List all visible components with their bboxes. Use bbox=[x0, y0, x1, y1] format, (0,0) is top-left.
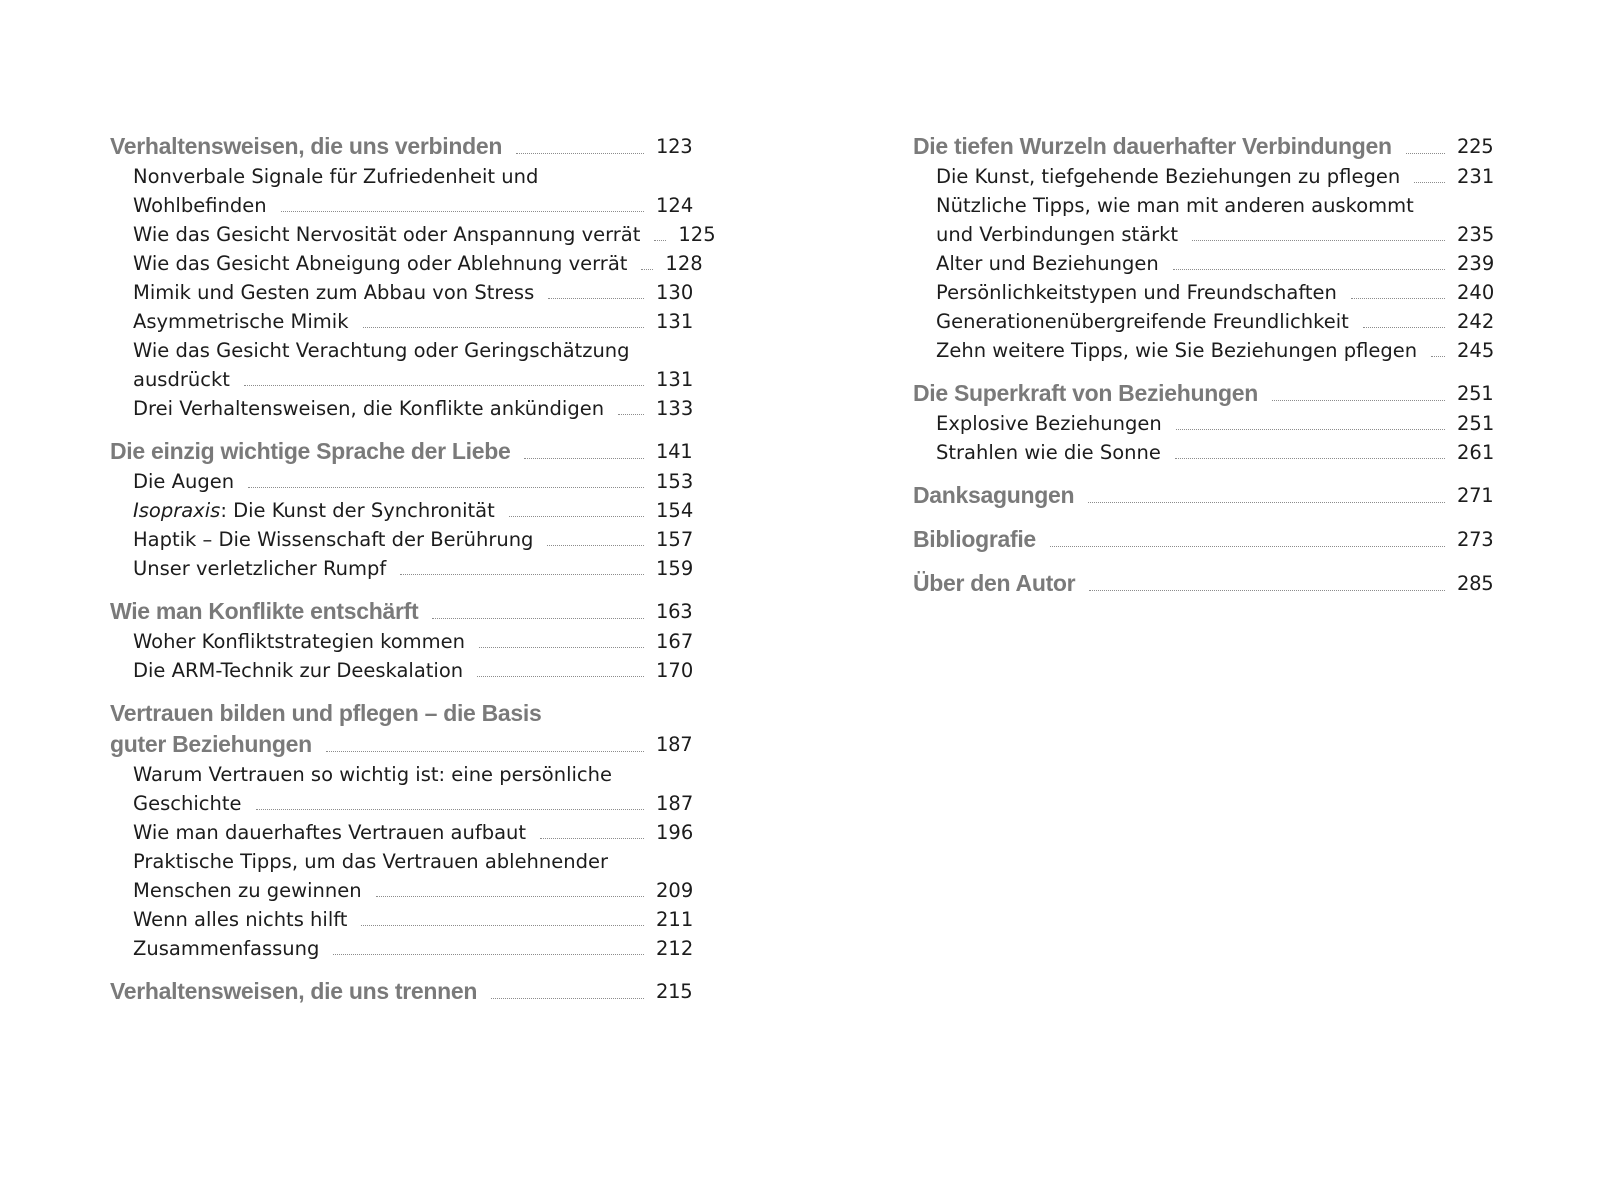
chapter-title-line bbox=[110, 131, 692, 162]
entry-title-text: : Die Kunst der Synchronität bbox=[220, 499, 495, 522]
entry-title bbox=[133, 220, 640, 249]
entry-title bbox=[133, 394, 604, 423]
chapter-title: Die Superkraft von Beziehungen bbox=[913, 380, 1259, 406]
dot-leader bbox=[432, 618, 644, 619]
page-number: 170 bbox=[656, 659, 694, 682]
entry-title bbox=[133, 525, 533, 554]
chapter-title-line bbox=[110, 436, 692, 467]
entry-title bbox=[133, 307, 349, 336]
chapter-title: Verhaltensweisen, die uns verbinden bbox=[110, 133, 503, 159]
toc-right-column bbox=[913, 131, 1493, 612]
entry-title-text: Strahlen wie die Sonne bbox=[936, 441, 1161, 464]
chapter-title-line bbox=[110, 596, 692, 627]
toc-entry[interactable] bbox=[110, 496, 692, 525]
page-number: 123 bbox=[656, 135, 693, 158]
page-number: 187 bbox=[656, 792, 694, 815]
toc-entry[interactable] bbox=[913, 162, 1493, 191]
dot-leader bbox=[281, 211, 644, 212]
entry-title bbox=[936, 220, 1178, 249]
entry-title bbox=[936, 336, 1417, 365]
entry-line bbox=[110, 760, 692, 789]
chapter-heading[interactable] bbox=[913, 131, 1493, 162]
dot-leader bbox=[1351, 298, 1445, 299]
page-number: 187 bbox=[656, 733, 693, 756]
entry-title bbox=[936, 307, 1349, 336]
entry-title bbox=[133, 191, 267, 220]
page-number: 153 bbox=[656, 470, 694, 493]
entry-line bbox=[110, 496, 692, 525]
page-number: 124 bbox=[656, 194, 694, 217]
entry-line bbox=[110, 847, 692, 876]
dot-leader bbox=[1175, 458, 1445, 459]
page-number: 125 bbox=[678, 223, 716, 246]
page-number: 245 bbox=[1457, 339, 1495, 362]
entry-title-text: Wie man dauerhaftes Vertrauen aufbaut bbox=[133, 821, 527, 844]
entry-line bbox=[913, 278, 1493, 307]
entry-line bbox=[110, 934, 692, 963]
toc-entry[interactable] bbox=[913, 409, 1493, 438]
entry-line bbox=[110, 278, 692, 307]
toc-chapter bbox=[110, 976, 692, 1007]
entry-line bbox=[913, 162, 1493, 191]
entry-line bbox=[913, 336, 1493, 365]
page-number: 273 bbox=[1457, 528, 1494, 551]
chapter-title-line bbox=[110, 729, 692, 760]
entry-title bbox=[133, 365, 230, 394]
dot-leader bbox=[479, 647, 644, 648]
toc-entry[interactable] bbox=[110, 847, 692, 905]
entry-title-text: Die Kunst, tiefgehende Beziehungen zu pflegen bbox=[936, 165, 1401, 188]
page-number: 215 bbox=[656, 980, 693, 1003]
entry-title bbox=[936, 409, 1162, 438]
dot-leader bbox=[516, 153, 644, 154]
dot-leader bbox=[326, 751, 644, 752]
chapter-title: Danksagungen bbox=[913, 482, 1075, 508]
chapter-title-line bbox=[913, 480, 1493, 511]
entry-title-text: Die ARM-Technik zur Deeskalation bbox=[133, 659, 464, 682]
entry-title-text: Geschichte bbox=[133, 792, 242, 815]
dot-leader bbox=[376, 896, 644, 897]
page-number: 167 bbox=[656, 630, 694, 653]
page-number: 196 bbox=[656, 821, 694, 844]
entry-title-italic: Isopraxis bbox=[133, 499, 221, 522]
page-number: 157 bbox=[656, 528, 694, 551]
dot-leader bbox=[477, 676, 644, 677]
page-number: 240 bbox=[1457, 281, 1495, 304]
page-number: 231 bbox=[1457, 165, 1495, 188]
entry-title-text: Alter und Beziehungen bbox=[936, 252, 1159, 275]
dot-leader bbox=[654, 240, 666, 241]
chapter-heading[interactable] bbox=[913, 378, 1493, 409]
page-number: 212 bbox=[656, 937, 694, 960]
dot-leader bbox=[363, 327, 645, 328]
entry-title bbox=[133, 789, 242, 818]
toc-entry[interactable] bbox=[110, 934, 692, 963]
entry-line bbox=[110, 627, 692, 656]
dot-leader bbox=[1272, 400, 1445, 401]
entry-title bbox=[133, 467, 234, 496]
dot-leader bbox=[618, 414, 644, 415]
entry-title-text: Wie das Gesicht Abneigung oder Ablehnung verrät bbox=[133, 252, 628, 275]
page-number: 225 bbox=[1457, 135, 1494, 158]
toc-entry[interactable] bbox=[110, 818, 692, 847]
toc-chapter bbox=[913, 524, 1493, 555]
toc-entry[interactable] bbox=[110, 525, 692, 554]
entry-line bbox=[110, 876, 692, 905]
page-number: 235 bbox=[1457, 223, 1495, 246]
page-number: 211 bbox=[656, 908, 694, 931]
page-number: 130 bbox=[656, 281, 694, 304]
page-number: 239 bbox=[1457, 252, 1495, 275]
toc-chapter bbox=[110, 131, 716, 423]
entry-title-part: Nonverbale Signale für Zufriedenheit und bbox=[133, 165, 539, 188]
page-number: 251 bbox=[1457, 412, 1495, 435]
entry-title-text: Wenn alles nichts hilft bbox=[133, 908, 348, 931]
page-number: 141 bbox=[656, 440, 693, 463]
toc-entry[interactable] bbox=[110, 905, 692, 934]
chapter-title-line bbox=[913, 524, 1493, 555]
entry-title-text: Menschen zu gewinnen bbox=[133, 879, 362, 902]
entry-title bbox=[133, 627, 465, 656]
dot-leader bbox=[1363, 327, 1445, 328]
chapter-title: Die tiefen Wurzeln dauerhafter Verbindungen bbox=[913, 133, 1392, 159]
entry-title-text: Haptik – Die Wissenschaft der Berührung bbox=[133, 528, 534, 551]
chapter-heading[interactable] bbox=[110, 976, 692, 1007]
chapter-heading[interactable] bbox=[913, 568, 1493, 599]
entry-line bbox=[110, 467, 692, 496]
entry-title bbox=[936, 278, 1337, 307]
toc-entry[interactable] bbox=[913, 438, 1493, 467]
dot-leader bbox=[1192, 240, 1445, 241]
chapter-title: guter Beziehungen bbox=[110, 731, 312, 757]
chapter-title-line bbox=[913, 568, 1493, 599]
entry-line bbox=[110, 365, 692, 394]
page-number: 133 bbox=[656, 397, 694, 420]
dot-leader bbox=[524, 458, 644, 459]
entry-line bbox=[110, 307, 692, 336]
page-number: 163 bbox=[656, 600, 693, 623]
dot-leader bbox=[400, 574, 644, 575]
chapter-heading[interactable] bbox=[913, 524, 1493, 555]
dot-leader bbox=[244, 385, 644, 386]
dot-leader bbox=[1173, 269, 1445, 270]
toc-entry[interactable] bbox=[110, 336, 692, 394]
entry-line bbox=[913, 220, 1493, 249]
entry-line bbox=[913, 307, 1493, 336]
page-number: 285 bbox=[1457, 572, 1494, 595]
page-number: 154 bbox=[656, 499, 694, 522]
toc-entry[interactable] bbox=[110, 627, 692, 656]
page-number: 159 bbox=[656, 557, 694, 580]
entry-title-text: Unser verletzlicher Rumpf bbox=[133, 557, 387, 580]
entry-title-part: Nützliche Tipps, wie man mit anderen auskommt bbox=[936, 194, 1414, 217]
page-number: 242 bbox=[1457, 310, 1495, 333]
toc-chapter bbox=[913, 568, 1493, 599]
chapter-heading[interactable] bbox=[110, 596, 692, 627]
toc-chapter bbox=[110, 436, 692, 583]
entry-title bbox=[133, 905, 347, 934]
entry-line bbox=[110, 554, 692, 583]
dot-leader bbox=[1088, 502, 1445, 503]
chapter-heading[interactable] bbox=[110, 436, 692, 467]
entry-line bbox=[110, 336, 692, 365]
dot-leader bbox=[540, 838, 644, 839]
chapter-heading[interactable] bbox=[913, 480, 1493, 511]
entry-title-text: Die Augen bbox=[133, 470, 235, 493]
dot-leader bbox=[491, 998, 644, 999]
entry-title-text: Persönlichkeitstypen und Freundschaften bbox=[936, 281, 1337, 304]
toc-entry[interactable] bbox=[913, 278, 1493, 307]
entry-title bbox=[133, 278, 534, 307]
chapter-heading[interactable] bbox=[110, 131, 692, 162]
chapter-title: Die einzig wichtige Sprache der Liebe bbox=[110, 438, 511, 464]
entry-title-text: Drei Verhaltensweisen, die Konflikte ankündigen bbox=[133, 397, 605, 420]
entry-title bbox=[133, 934, 319, 963]
entry-line bbox=[110, 394, 692, 423]
toc-entry[interactable] bbox=[913, 307, 1493, 336]
toc-entry[interactable] bbox=[110, 554, 692, 583]
page-number: 128 bbox=[665, 252, 703, 275]
dot-leader bbox=[333, 954, 644, 955]
entry-line bbox=[110, 249, 703, 278]
toc-entry[interactable] bbox=[110, 307, 692, 336]
entry-title-text: Woher Konfliktstrategien kommen bbox=[133, 630, 466, 653]
toc-entry[interactable] bbox=[913, 249, 1493, 278]
dot-leader bbox=[547, 545, 644, 546]
dot-leader bbox=[361, 925, 644, 926]
entry-title-text: Wie das Gesicht Nervosität oder Anspannung verrät bbox=[133, 223, 641, 246]
dot-leader bbox=[548, 298, 644, 299]
chapter-title: Bibliografie bbox=[913, 526, 1036, 552]
page-number: 131 bbox=[656, 310, 694, 333]
entry-title bbox=[936, 162, 1400, 191]
entry-line bbox=[913, 438, 1493, 467]
dot-leader bbox=[248, 487, 644, 488]
toc-chapter bbox=[913, 378, 1493, 467]
dot-leader bbox=[1414, 182, 1445, 183]
toc-left-column bbox=[110, 131, 716, 1020]
toc-entry[interactable] bbox=[110, 760, 692, 818]
entry-line bbox=[110, 818, 692, 847]
chapter-title: Wie man Konflikte entschärft bbox=[110, 598, 419, 624]
entry-title-text: Explosive Beziehungen bbox=[936, 412, 1162, 435]
toc-entry[interactable] bbox=[913, 336, 1493, 365]
entry-line bbox=[110, 220, 716, 249]
chapter-title-line bbox=[913, 378, 1493, 409]
chapter-title: Über den Autor bbox=[913, 570, 1076, 596]
entry-title-text: Asymmetrische Mimik bbox=[133, 310, 349, 333]
chapter-title-line bbox=[110, 698, 692, 729]
dot-leader bbox=[1176, 429, 1445, 430]
page-number: 131 bbox=[656, 368, 694, 391]
entry-title bbox=[133, 249, 627, 278]
entry-line bbox=[110, 525, 692, 554]
entry-title-part: Praktische Tipps, um das Vertrauen ablehnender bbox=[133, 850, 609, 873]
dot-leader bbox=[641, 269, 653, 270]
toc-entry[interactable] bbox=[110, 467, 692, 496]
entry-title-text: ausdrückt bbox=[133, 368, 230, 391]
page-number: 261 bbox=[1457, 441, 1495, 464]
dot-leader bbox=[1406, 153, 1445, 154]
entry-title-text: Generationenübergreifende Freundlichkeit bbox=[936, 310, 1349, 333]
toc-entry[interactable] bbox=[110, 394, 692, 423]
toc-chapter bbox=[110, 698, 692, 963]
page-number: 209 bbox=[656, 879, 694, 902]
dot-leader bbox=[1050, 546, 1445, 547]
entry-line bbox=[110, 191, 692, 220]
toc-entry[interactable] bbox=[110, 278, 692, 307]
entry-line bbox=[110, 905, 692, 934]
chapter-title-line bbox=[913, 131, 1493, 162]
entry-title bbox=[133, 818, 526, 847]
chapter-title: Verhaltensweisen, die uns trennen bbox=[110, 978, 478, 1004]
chapter-title-part: Vertrauen bilden und pflegen – die Basis bbox=[110, 700, 542, 726]
chapter-title-line bbox=[110, 976, 692, 1007]
toc-entry[interactable] bbox=[110, 249, 703, 278]
dot-leader bbox=[256, 809, 645, 810]
entry-title-text: und Verbindungen stärkt bbox=[936, 223, 1179, 246]
toc-chapter bbox=[110, 596, 692, 685]
toc-entry[interactable] bbox=[110, 656, 692, 685]
dot-leader bbox=[1431, 356, 1445, 357]
entry-title-part: Wie das Gesicht Verachtung oder Geringschätzung bbox=[133, 339, 630, 362]
page-number: 271 bbox=[1457, 484, 1494, 507]
entry-line bbox=[913, 249, 1493, 278]
entry-line bbox=[110, 789, 692, 818]
dot-leader bbox=[509, 516, 644, 517]
entry-title-part: Warum Vertrauen so wichtig ist: eine persönliche bbox=[133, 763, 613, 786]
toc-entry[interactable] bbox=[110, 162, 692, 220]
entry-line bbox=[913, 409, 1493, 438]
entry-line bbox=[110, 656, 692, 685]
entry-title-text: Zusammenfassung bbox=[133, 937, 320, 960]
entry-line bbox=[110, 162, 692, 191]
page-number: 251 bbox=[1457, 382, 1494, 405]
entry-title bbox=[133, 656, 463, 685]
toc-chapter bbox=[913, 131, 1493, 365]
entry-line bbox=[913, 191, 1493, 220]
entry-title-text: Zehn weitere Tipps, wie Sie Beziehungen pflegen bbox=[936, 339, 1418, 362]
entry-title bbox=[936, 249, 1159, 278]
entry-title bbox=[133, 876, 362, 905]
chapter-heading[interactable] bbox=[110, 698, 692, 760]
entry-title bbox=[133, 496, 495, 525]
entry-title bbox=[936, 438, 1161, 467]
toc-entry[interactable] bbox=[110, 220, 716, 249]
toc-chapter bbox=[913, 480, 1493, 511]
entry-title bbox=[133, 554, 386, 583]
entry-title-text: Mimik und Gesten zum Abbau von Stress bbox=[133, 281, 535, 304]
entry-title-text: Wohlbefinden bbox=[133, 194, 267, 217]
dot-leader bbox=[1089, 590, 1445, 591]
toc-entry[interactable] bbox=[913, 191, 1493, 249]
